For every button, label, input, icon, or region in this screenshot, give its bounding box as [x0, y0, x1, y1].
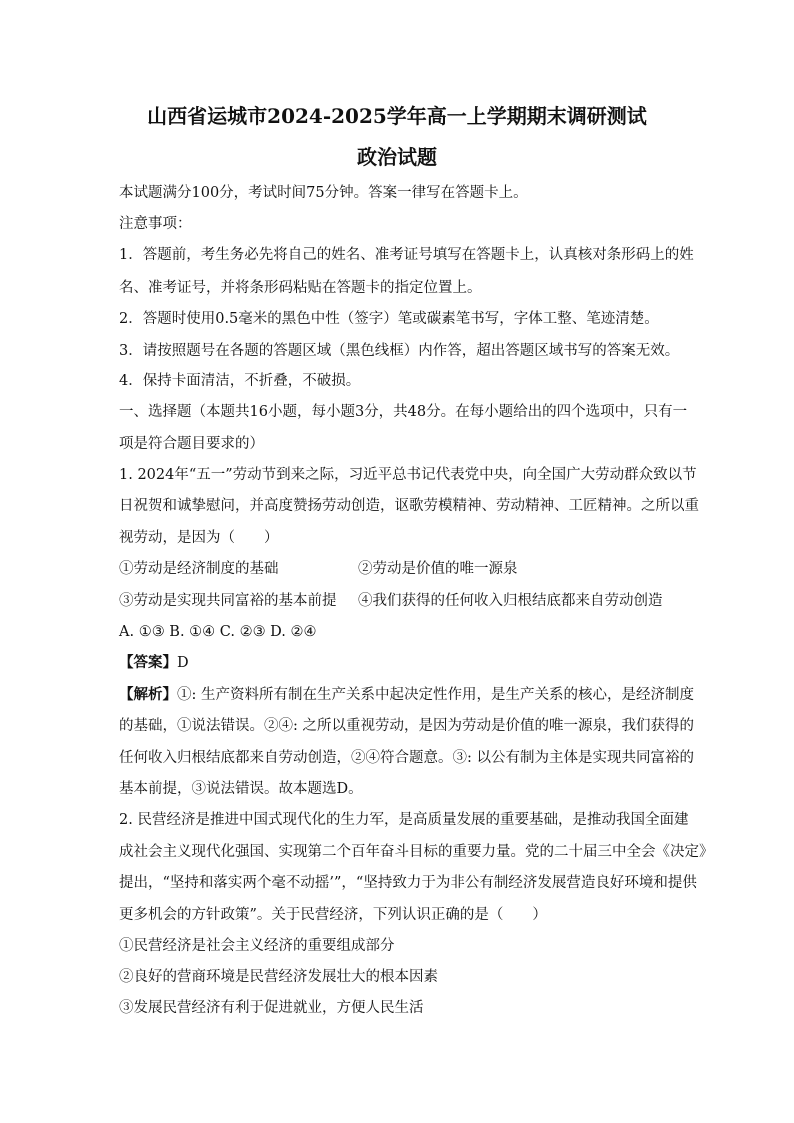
question-1-stem: 日祝贺和诚挚慰问，并高度赞扬劳动创造，讴歌劳模精神、劳动精神、工匠精神。之所以重: [119, 498, 699, 514]
question-2-option: ②良好的营商环境是民营经济发展壮大的根本因素: [119, 969, 438, 985]
analysis-text: ①: 生产资料所有制在生产关系中起决定性作用，是生产关系的核心，是经济制度: [177, 687, 694, 703]
notice-line: 3．请按照题号在各题的答题区域（黑色线框）内作答，超出答题区域书写的答案无效。: [119, 343, 680, 359]
question-1-answer: [119, 653, 189, 673]
question-2-stem: 提出，“坚持和落实两个毫不动摇’”，“坚持致力于为非公有制经济发展营造良好环境和提供: [119, 875, 697, 891]
question-1-analysis: 的基础，①说法错误。②④: 之所以重视劳动，是因为劳动是价值的唯一源泉，我们获得的: [119, 718, 694, 734]
notice-line: 4．保持卡面清洁，不折叠，不破损。: [119, 373, 361, 389]
question-1-stem: 1. 2024年“五一”劳动节到来之际，习近平总书记代表党中央，向全国广大劳动群众致以节: [119, 467, 697, 483]
question-1-analysis: 任何收入归根结底都来自劳动创造，②④符合题意。③: 以公有制为主体是实现共同富裕的: [119, 750, 694, 766]
notice-line: 名、准考证号，并将条形码粘贴在答题卡的指定位置上。: [119, 280, 482, 296]
notice-line: 1．答题前，考生务必先将自己的姓名、准考证号填写在答题卡上，认真核对条形码上的姓: [119, 247, 694, 263]
question-2-stem: 成社会主义现代化强国、实现第二个百年奋斗目标的重要力量。党的二十届三中全会《决定》: [119, 844, 714, 860]
question-1-option: ①劳动是经济制度的基础: [119, 561, 279, 577]
question-2-option: ①民营经济是社会主义经济的重要组成部分: [119, 938, 395, 954]
question-1-option: ③劳动是实现共同富裕的基本前提: [119, 593, 337, 609]
document-subtitle: 政治试题: [357, 145, 437, 169]
section-heading: 一、选择题（本题共16小题，每小题3分，共48分。在每小题给出的四个选项中，只有一: [119, 404, 688, 420]
notice-heading: 注意事项：: [119, 216, 192, 232]
question-2-stem: 更多机会的方针政策”。关于民营经济，下列认识正确的是（ ）: [119, 907, 547, 923]
question-1-choices: A. ①③ B. ①④ C. ②③ D. ②④: [119, 624, 317, 640]
question-1-analysis: [119, 685, 694, 705]
section-heading: 项是符合题目要求的）: [119, 436, 264, 452]
notice-line: 2．答题时使用0.5毫米的黑色中性（签字）笔或碳素笔书写，字体工整、笔迹清楚。: [119, 311, 659, 327]
question-2-stem: 2. 民营经济是推进中国式现代化的生力军，是高质量发展的重要基础，是推动我国全面建: [119, 812, 689, 828]
question-1-stem: 视劳动，是因为（ ）: [119, 530, 279, 546]
document-title: 山西省运城市2024-2025学年高一上学期期末调研测试: [147, 104, 647, 128]
analysis-label: 【解析】: [119, 686, 177, 703]
question-2-option: ③发展民营经济有利于促进就业，方便人民生活: [119, 1000, 424, 1016]
question-1-analysis: 基本前提，③说法错误。故本题选D。: [119, 781, 363, 797]
answer-value: D: [177, 655, 189, 671]
question-1-option: ④我们获得的任何收入归根结底都来自劳动创造: [358, 593, 663, 609]
intro-text: 本试题满分100分，考试时间75分钟。答案一律写在答题卡上。: [119, 185, 528, 201]
question-1-option: ②劳动是价值的唯一源泉: [358, 561, 518, 577]
answer-label: 【答案】: [119, 654, 177, 671]
